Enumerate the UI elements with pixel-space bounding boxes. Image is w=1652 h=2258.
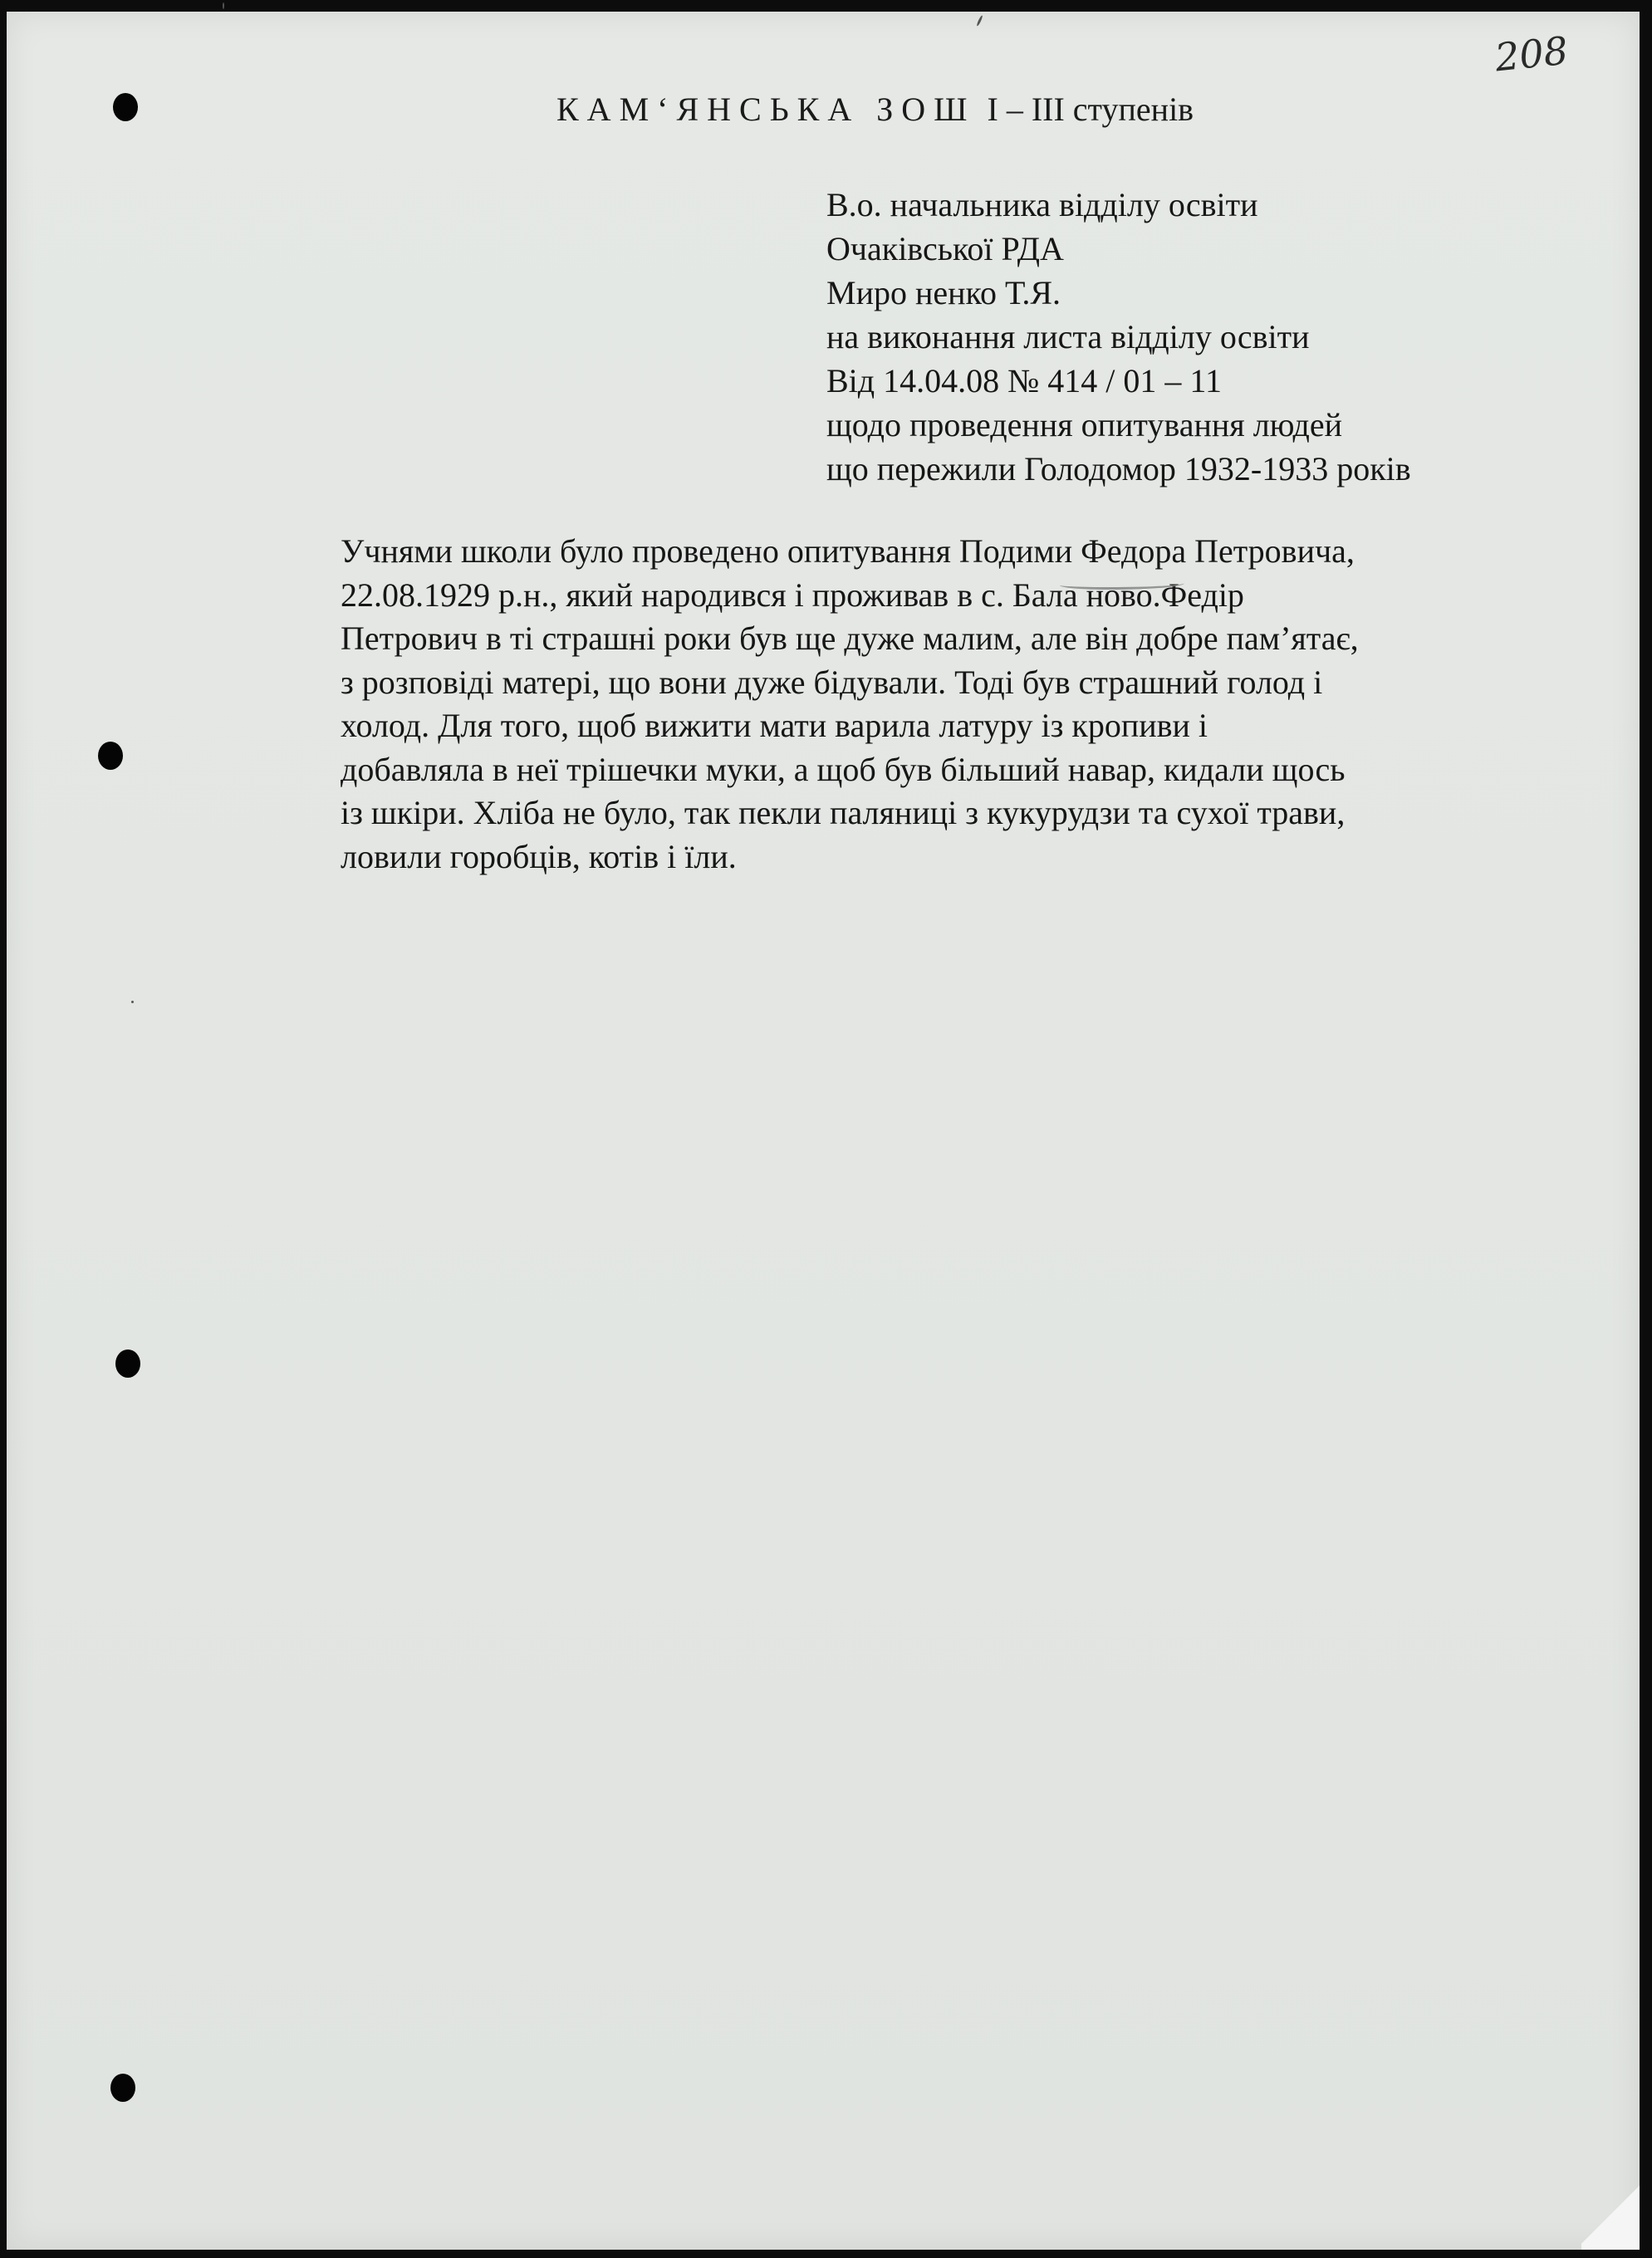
addressee-line: Миро ненко Т.Я. [826, 274, 1061, 311]
school-name: КАМ‘ЯНСЬКА ЗОШ [556, 91, 976, 128]
body-line: добавляла в неї трішечки муки, а щоб був більший навар, кидали щось [341, 750, 1346, 788]
addressee-line: Від 14.04.08 № 414 / 01 – 11 [826, 362, 1222, 399]
body-paragraph [341, 530, 1520, 879]
body-line: холод. Для того, щоб вижити мати варила латуру із кропиви і [341, 707, 1208, 744]
body-line: Петрович в ті страшні роки був ще дуже малим, але він добре пам’ятає, [341, 620, 1359, 657]
folded-corner [1581, 2179, 1640, 2250]
speck [131, 1001, 134, 1003]
body-line: з розповіді матері, що вони дуже бідували. Тоді був страшний голод і [341, 663, 1323, 701]
punch-hole-icon [115, 1349, 140, 1378]
document-header [556, 90, 1194, 129]
addressee-line: що пережили Голодомор 1932-1933 років [826, 450, 1411, 487]
page-number: 208 [1493, 27, 1571, 81]
punch-hole-icon [113, 93, 138, 121]
punch-hole-icon [110, 2074, 135, 2102]
addressee-block [826, 183, 1411, 491]
addressee-line: В.о. начальника відділу освіти [826, 186, 1258, 223]
school-level: І – ІІІ ступенів [987, 91, 1194, 128]
punch-hole-icon [98, 742, 123, 770]
body-line: 22.08.1929 р.н., який народився і проживав в с. Бала ново.Федір [341, 576, 1244, 614]
body-line: Учнями школи було проведено опитування Подими Федора Петровича, [341, 532, 1355, 570]
addressee-line: щодо проведення опитування людей [826, 406, 1343, 443]
body-line: із шкіри. Хліба не було, так пекли паляниці з кукурудзи та сухої трави, [341, 794, 1346, 831]
body-line: ловили горобців, котів і їли. [341, 837, 737, 875]
speck [223, 2, 224, 9]
addressee-line: на виконання листа відділу освіти [826, 318, 1310, 355]
addressee-line: Очаківської РДА [826, 230, 1064, 267]
